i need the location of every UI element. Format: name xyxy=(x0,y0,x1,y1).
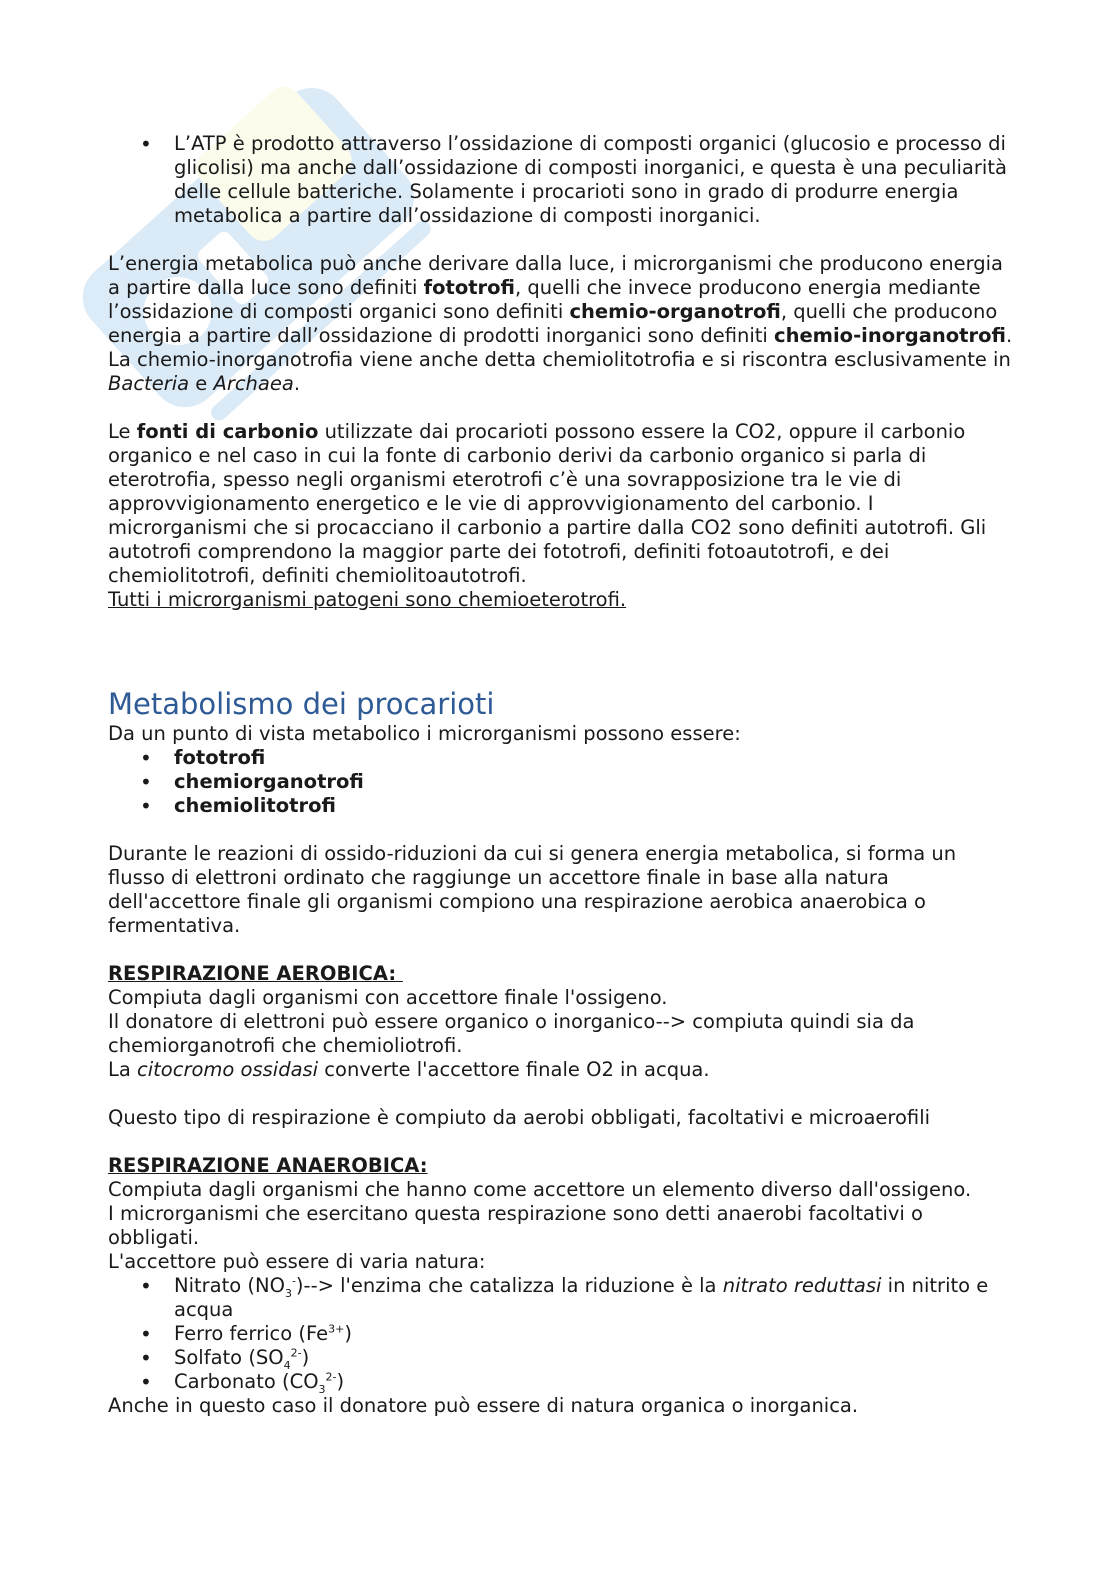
list-item: • fototrofi xyxy=(108,746,1013,770)
document-page xyxy=(108,132,1013,1418)
energy-paragraph: L’energia metabolica può anche derivare dalla luce, i microrganismi che producono energia a partire dalla luce sono definiti fototrofi, quelli che invece producono energia mediante l’ossidazione di composti organici sono definiti chemio-organotrofi, quelli che producono energia a partire dall’ossidazione di prodotti inorganici sono definiti chemio-inorganotrofi. La chemio-inorganotrofia viene anche detta chemiolitotrofia e si riscontra esclusivamente in Bacteria e Archaea. xyxy=(108,252,1013,395)
intro-list xyxy=(108,132,1013,228)
pathogen-note: Tutti i microrganismi patogeni sono chemioeterotrofi. xyxy=(108,588,627,611)
aerobic-line: Il donatore di elettroni può essere organico o inorganico--> compiuta quindi sia da chemiorganotrofi che chemioliotrofi. xyxy=(108,1010,915,1057)
term-citocromo-ossidasi: citocromo ossidasi xyxy=(137,1058,319,1081)
list-item: • L’ATP è prodotto attraverso l’ossidazione di composti organici (glucosio e processo di glicolisi) ma anche dall’ossidazione di composti inorganici, e questa è una peculiarità delle cellule batteriche. Solamente i procarioti sono in grado di produrre energia metabolica a partire dall’ossidazione di composti inorganici. xyxy=(108,132,1013,228)
metabolism-types-list xyxy=(108,746,1013,818)
term-archaea: Archaea xyxy=(213,372,294,395)
anaerobic-line: Compiuta dagli organismi che hanno come accettore un elemento diverso dall'ossigeno. xyxy=(108,1178,972,1201)
list-item: • Ferro ferrico $(Fe^{3+})$ xyxy=(108,1322,1013,1346)
anaerobic-heading: RESPIRAZIONE ANAEROBICA: xyxy=(108,1154,428,1177)
list-item: • Carbonato $(CO_3^{2-})$ xyxy=(108,1370,1013,1394)
term-chemio-organotrofi: chemio-organotrofi xyxy=(569,300,781,323)
term-nitrato-reduttasi: nitrato reduttasi xyxy=(722,1274,882,1297)
aerobic-heading: RESPIRAZIONE AEROBICA: xyxy=(108,962,403,985)
list-item: • chemiolitotrofi xyxy=(108,794,1013,818)
section-title: Metabolismo dei procarioti xyxy=(108,687,495,721)
anaerobic-line: I microrganismi che esercitano questa respirazione sono detti anaerobi facoltativi o obbligati. xyxy=(108,1202,923,1249)
term-fototrofi: fototrofi xyxy=(423,276,516,299)
list-item: • Solfato $(SO_4^{2-})$ xyxy=(108,1346,1013,1370)
electron-flow-paragraph: Durante le reazioni di ossido-riduzioni da cui si genera energia metabolica, si forma un flusso di elettroni ordinato che raggiunge un accettore finale in base alla natura dell'accettore finale gli organismi compiono una respirazione aerobica anaerobica o fermentativa. xyxy=(108,842,957,937)
anaerobic-line: L'accettore può essere di varia natura: xyxy=(108,1250,486,1273)
list-item: • Nitrato $(NO_3^-)-->$ l'enzima che catalizza la riduzione è la nitrato reduttasi in nitrito e acqua xyxy=(108,1274,1013,1322)
term-bacteria: Bacteria xyxy=(108,372,190,395)
aerobic-line: La citocromo ossidasi converte l'accettore finale O2 in acqua. xyxy=(108,1058,710,1081)
section-intro: Da un punto di vista metabolico i microrganismi possono essere: xyxy=(108,722,741,745)
carbon-paragraph: Le fonti di carbonio utilizzate dai procarioti possono essere la CO2, oppure il carbonio organico e nel caso in cui la fonte di carbonio derivi da carbonio organico si parla di eterotrofia, spesso negli organismi eterotrofi c’è una sovrapposizione tra le vie di approvvigionamento energetico e le vie di approvvigionamento del carbonio. I microrganismi che si procacciano il carbonio a partire dalla CO2 sono definiti autotrofi. Gli autotrofi comprendono la maggior parte dei fototrofi, definiti fotoautotrofi, e dei chemiolitotrofi, definiti chemiolitoautotrofi. xyxy=(108,420,987,587)
aerobic-line: Compiuta dagli organismi con accettore finale l'ossigeno. xyxy=(108,986,668,1009)
list-item: • chemiorganotrofi xyxy=(108,770,1013,794)
aerobic-line: Questo tipo di respirazione è compiuto da aerobi obbligati, facoltativi e microaerofili xyxy=(108,1106,931,1129)
anaerobic-closing: Anche in questo caso il donatore può essere di natura organica o inorganica. xyxy=(108,1394,859,1417)
term-fonti-di-carbonio: fonti di carbonio xyxy=(136,420,319,443)
acceptor-list xyxy=(108,1274,1013,1394)
term-chemio-inorganotrofi: chemio-inorganotrofi xyxy=(774,324,1006,347)
